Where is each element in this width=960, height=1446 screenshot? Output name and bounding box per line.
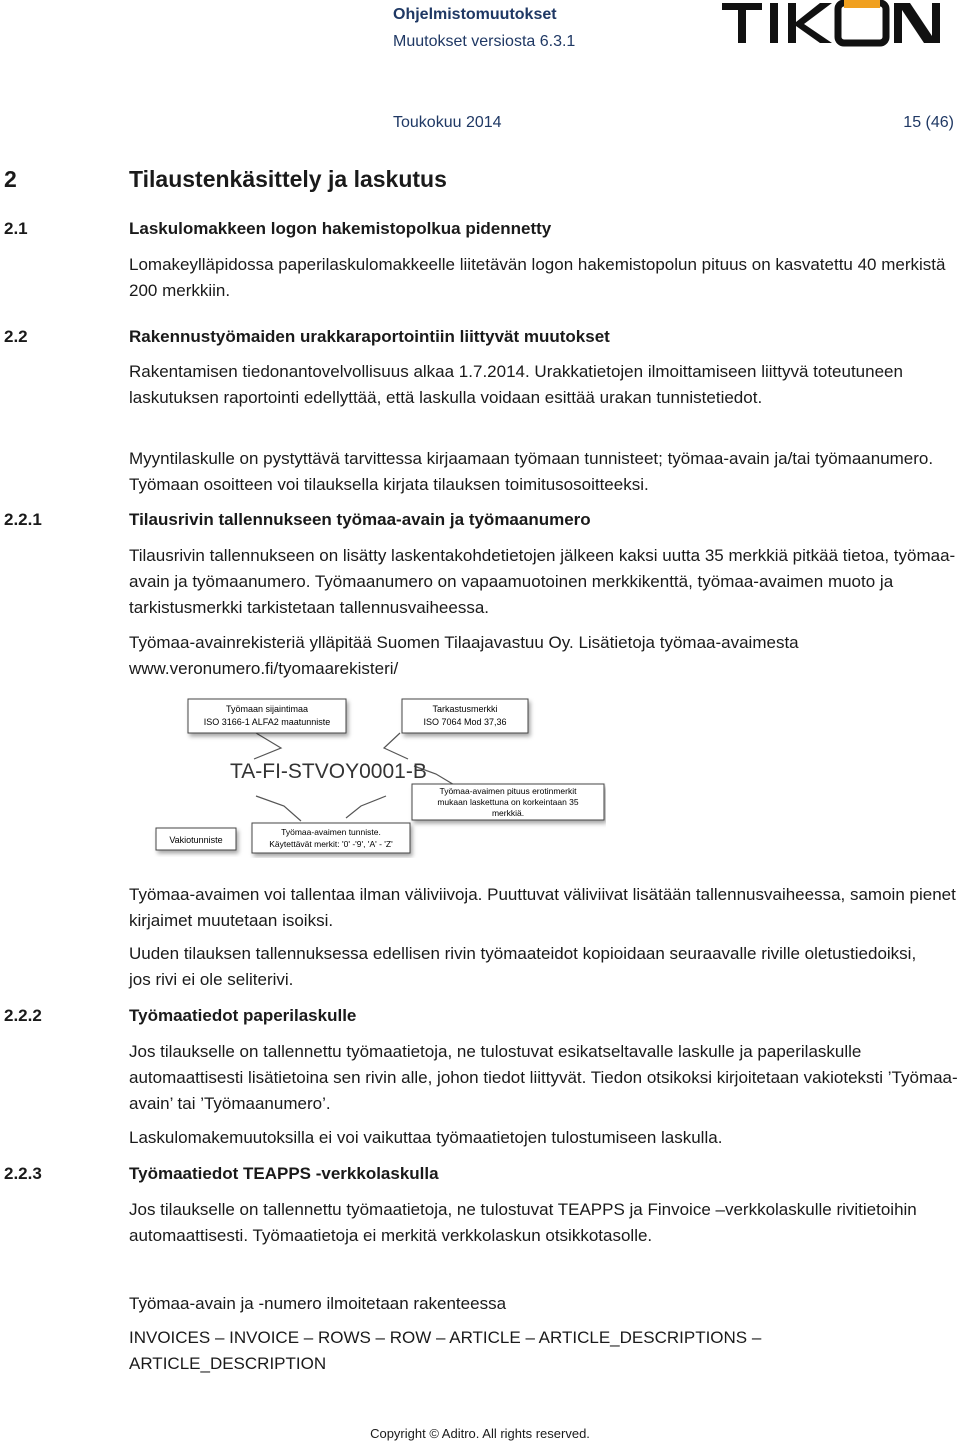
callout-text: merkkiä. — [491, 808, 525, 818]
paragraph: INVOICES – INVOICE – ROWS – ROW – ARTICLE – ARTICLE_DESCRIPTIONS – ARTICLE_DESCRIPTION — [129, 1328, 762, 1373]
subsection-title: Rakennustyömaiden urakkaraportointiin liittyvät muutokset — [129, 327, 610, 346]
footer-copyright: Copyright © Aditro. All rights reserved. — [370, 1426, 590, 1441]
subsection-number: 2.2.1 — [4, 510, 42, 529]
paragraph: Jos tilaukselle on tallennettu työmaatietoja, ne tulostuvat TEAPPS ja Finvoice –verkkolaskulle rivitietoihin automaattisesti. Työmaatietoja ei merkitä verkkolaskun otsikkotasolle. — [129, 1200, 917, 1245]
subsection-number: 2.2 — [4, 327, 28, 346]
paragraph: Laskulomakemuutoksilla ei voi vaikuttaa työmaatietojen tulostumiseen laskulla. — [129, 1128, 723, 1147]
callout-text: Työmaa-avaimen tunniste. — [281, 827, 381, 837]
subsection-title: Laskulomakkeen logon hakemistopolkua pidennetty — [129, 219, 552, 238]
header-date: Toukokuu 2014 — [393, 114, 502, 131]
paragraph: Lomakeylläpidossa paperilaskulomakkeelle liitetävän logon hakemistopolun pituus on kasvatettu 40 merkistä 200 merkkiin. — [129, 255, 946, 300]
example-key: TA-FI-STVOY0001-B — [230, 760, 427, 783]
callout-text: Työmaan sijaintimaa — [225, 704, 309, 714]
callout-text: ISO 3166-1 ALFA2 maatunniste — [203, 717, 331, 727]
header-version: Muutokset versiosta 6.3.1 — [393, 33, 576, 50]
paragraph: Työmaa-avaimen voi tallentaa ilman väliviivoja. Puuttuvat väliviivat lisätään tallennusvaiheessa, samoin pienet kirjaimet muutetaan isoiksi. — [129, 885, 956, 930]
paragraph: Työmaa-avainrekisteriä ylläpitää Suomen Tilaajavastuu Oy. Lisätietoja työmaa-avaimesta www.veronumero.fi/tyomaarekisteri/ — [129, 633, 799, 678]
header-page-number: 15 (46) — [903, 114, 954, 131]
callout-text: Vakiotunniste — [169, 835, 223, 845]
callout-text: Käytettävät merkit: '0' -'9', 'A' - 'Z' — [269, 839, 393, 849]
paragraph: Jos tilaukselle on tallennettu työmaatietoja, ne tulostuvat esikatseltavalle laskulle ja paperilaskulle automaattisesti lisätietoina sen rivin alle, johon tiedot liittyvät. Tiedon otsikoksi kirjoitetaan vakioteksti ’Työmaa-avain’ tai ’Työmaanumero’. — [129, 1042, 958, 1113]
paragraph: Työmaa-avain ja -numero ilmoitetaan rakenteessa — [129, 1294, 507, 1313]
tikon-logo — [722, 0, 948, 48]
subsection-title: Tilausrivin tallennukseen työmaa-avain ja työmaanumero — [129, 510, 591, 529]
worksite-key-diagram — [136, 696, 606, 858]
subsection-number: 2.2.3 — [4, 1164, 42, 1183]
subsection-number: 2.2.2 — [4, 1006, 42, 1025]
subsection-number: 2.1 — [4, 219, 28, 238]
paragraph: Tilausrivin tallennukseen on lisätty laskentakohdetietojen jälkeen kaksi uutta 35 merkkiä pitkää tietoa, työmaa-avain ja työmaanumero. Työmaanumero on vapaamuotoinen merkkikenttä, työmaa-avaimen muoto ja tarkistusmerkki tarkistetaan tallennusvaiheessa. — [129, 546, 956, 617]
subsection-title: Työmaatiedot paperilaskulle — [129, 1006, 357, 1025]
section-title: Tilaustenkäsittely ja laskutus — [129, 166, 447, 192]
callout-text: Työmaa-avaimen pituus erotinmerkit — [439, 786, 577, 796]
header-doc-title: Ohjelmistomuutokset — [393, 6, 557, 23]
section-number: 2 — [4, 166, 17, 192]
paragraph: Rakentamisen tiedonantovelvollisuus alkaa 1.7.2014. Urakkatietojen ilmoittamiseen liittyvä toteutuneen laskutuksen raportointi edellyttää, että laskulla voidaan esittää urakan tunnistetiedot. — [129, 362, 903, 407]
callout-text: mukaan laskettuna on korkeintaan 35 — [437, 797, 579, 807]
callout-text: Tarkastusmerkki — [432, 704, 498, 714]
paragraph: Uuden tilauksen tallennuksessa edellisen rivin työmaateidot kopioidaan seuraavalle riville oletustiedoiksi, jos rivi ei ole seliterivi. — [129, 944, 917, 989]
callout-text: ISO 7064 Mod 37,36 — [423, 717, 507, 727]
subsection-title: Työmaatiedot TEAPPS -verkkolaskulla — [129, 1164, 439, 1183]
paragraph: Myyntilaskulle on pystyttävä tarvittessa kirjaamaan työmaan tunnisteet; työmaa-avain ja/tai työmaanumero. Työmaan osoitteen voi tilauksella kirjata tilauksen toimitusosoitteeksi. — [129, 449, 934, 494]
